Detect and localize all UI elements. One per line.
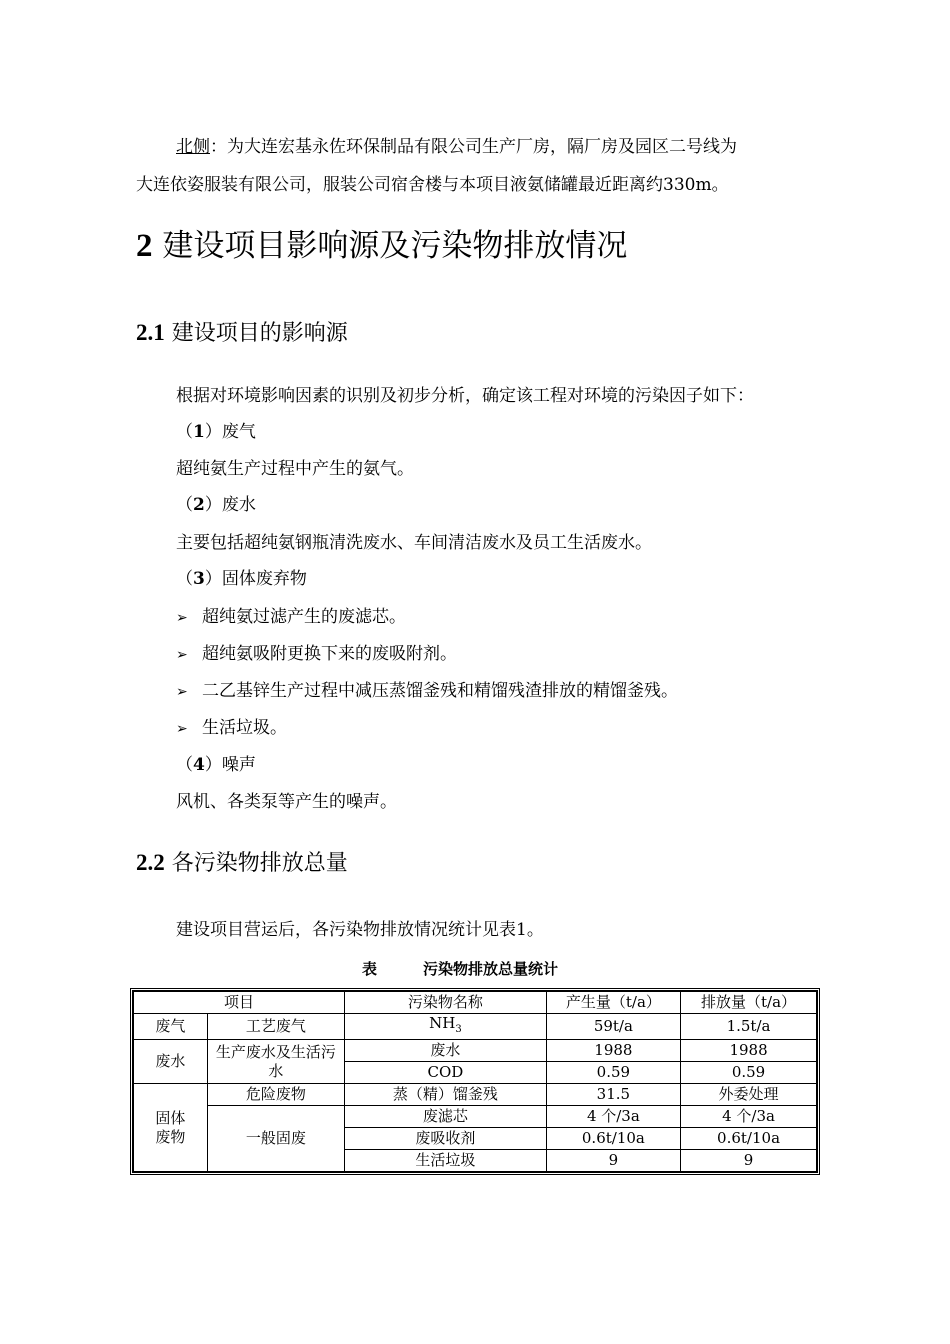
production-cell: 9 [546,1150,680,1173]
group-cell: 废气 [133,1014,207,1040]
pollutant-cell: 蒸（精）馏釜残 [345,1084,547,1106]
section-2-heading [136,224,627,268]
noise-heading: （4）噪声 [176,755,256,775]
waste-water-text: 主要包括超纯氨钢瓶清洗废水、车间清洁废水及员工生活废水。 [176,533,652,553]
table-caption-title: 污染物排放总量统计 [423,960,559,978]
list-item: ➢ 二乙基锌生产过程中减压蒸馏釜残和精馏残渣排放的精馏釜残。 [176,679,678,704]
waste-water-number: 2 [193,495,205,515]
emission-cell: 9 [681,1150,817,1173]
emission-cell: 1988 [681,1040,817,1062]
pollutant-cell: 生活垃圾 [345,1150,547,1173]
table-row [133,1106,817,1128]
header-production: 产生量（t/a） [546,991,680,1014]
list-item: ➢ 生活垃圾。 [176,716,287,741]
solid-waste-number: 3 [193,569,205,589]
production-cell: 31.5 [546,1084,680,1106]
section-2-2-heading [136,848,348,879]
group-cell: 废水 [133,1040,207,1084]
section-2-number: 2 [136,228,153,264]
list-item: ➢ 超纯氨过滤产生的废滤芯。 [176,605,406,630]
emission-lead-text: 建设项目营运后，各污染物排放情况统计见表1。 [176,920,544,940]
group-cell: 固体废物 [133,1084,207,1173]
north-side-label: 北侧 [176,137,210,157]
bullet-arrow-icon: ➢ [176,610,188,626]
waste-water-heading: （2）废水 [176,495,256,515]
header-item: 项目 [133,991,345,1014]
emission-cell: 0.59 [681,1062,817,1084]
production-cell: 4 个/3a [546,1106,680,1128]
header-emission: 排放量（t/a） [681,991,817,1014]
pollutant-cell: 废吸收剂 [345,1128,547,1150]
table-row [133,1014,817,1040]
north-side-paragraph-line2: 大连依姿服装有限公司，服装公司宿舍楼与本项目液氨储罐最近距离约330m。 [136,175,729,195]
section-2-2-number: 2.2 [136,850,165,875]
section-2-2-title: 各污染物排放总量 [171,851,348,876]
pollutant-cell: 废滤芯 [345,1106,547,1128]
subgroup-cell: 生产废水及生活污水 [207,1040,344,1084]
pollutant-cell: 废水 [345,1040,547,1062]
bullet-arrow-icon: ➢ [176,647,188,663]
emission-table [132,990,818,1173]
north-side-paragraph [176,135,737,159]
production-cell: 0.59 [546,1062,680,1084]
list-item: ➢ 超纯氨吸附更换下来的废吸附剂。 [176,642,457,667]
production-cell: 0.6t/10a [546,1128,680,1150]
waste-gas-text: 超纯氨生产过程中产生的氨气。 [176,459,414,479]
section-2-1-title: 建设项目的影响源 [171,321,348,346]
noise-number: 4 [193,755,205,775]
waste-gas-number: 1 [193,422,205,442]
bullet-arrow-icon: ➢ [176,684,188,700]
subgroup-cell: 工艺废气 [207,1014,344,1040]
pollutant-cell: $NH_3$ [345,1014,547,1040]
emission-cell: 外委处理 [681,1084,817,1106]
table-row [133,1040,817,1062]
table-header-row [133,991,817,1014]
emission-cell: 1.5t/a [681,1014,817,1040]
solid-waste-heading: （3）固体废弃物 [176,569,307,589]
production-cell: 59t/a [546,1014,680,1040]
impact-lead-text: 根据对环境影响因素的识别及初步分析，确定该工程对环境的污染因子如下： [176,386,754,406]
production-cell: 1988 [546,1040,680,1062]
subgroup-cell: 危险废物 [207,1084,344,1106]
emission-cell: 0.6t/10a [681,1128,817,1150]
north-side-text: ：为大连宏基永佐环保制品有限公司生产厂房，隔厂房及园区二号线为 [210,137,737,157]
section-2-1-number: 2.1 [136,320,165,345]
section-2-title: 建设项目影响源及污染物排放情况 [162,228,628,264]
section-2-1-heading [136,318,348,349]
subgroup-cell: 一般固废 [207,1106,344,1173]
table-row [133,1084,817,1106]
bullet-arrow-icon: ➢ [176,721,188,737]
header-pollutant: 污染物名称 [345,991,547,1014]
noise-text: 风机、各类泵等产生的噪声。 [176,792,397,812]
pollutant-cell: COD [345,1062,547,1084]
emission-cell: 4 个/3a [681,1106,817,1128]
waste-gas-heading: （1）废气 [176,422,256,442]
table-caption-label: 表 [362,960,378,978]
